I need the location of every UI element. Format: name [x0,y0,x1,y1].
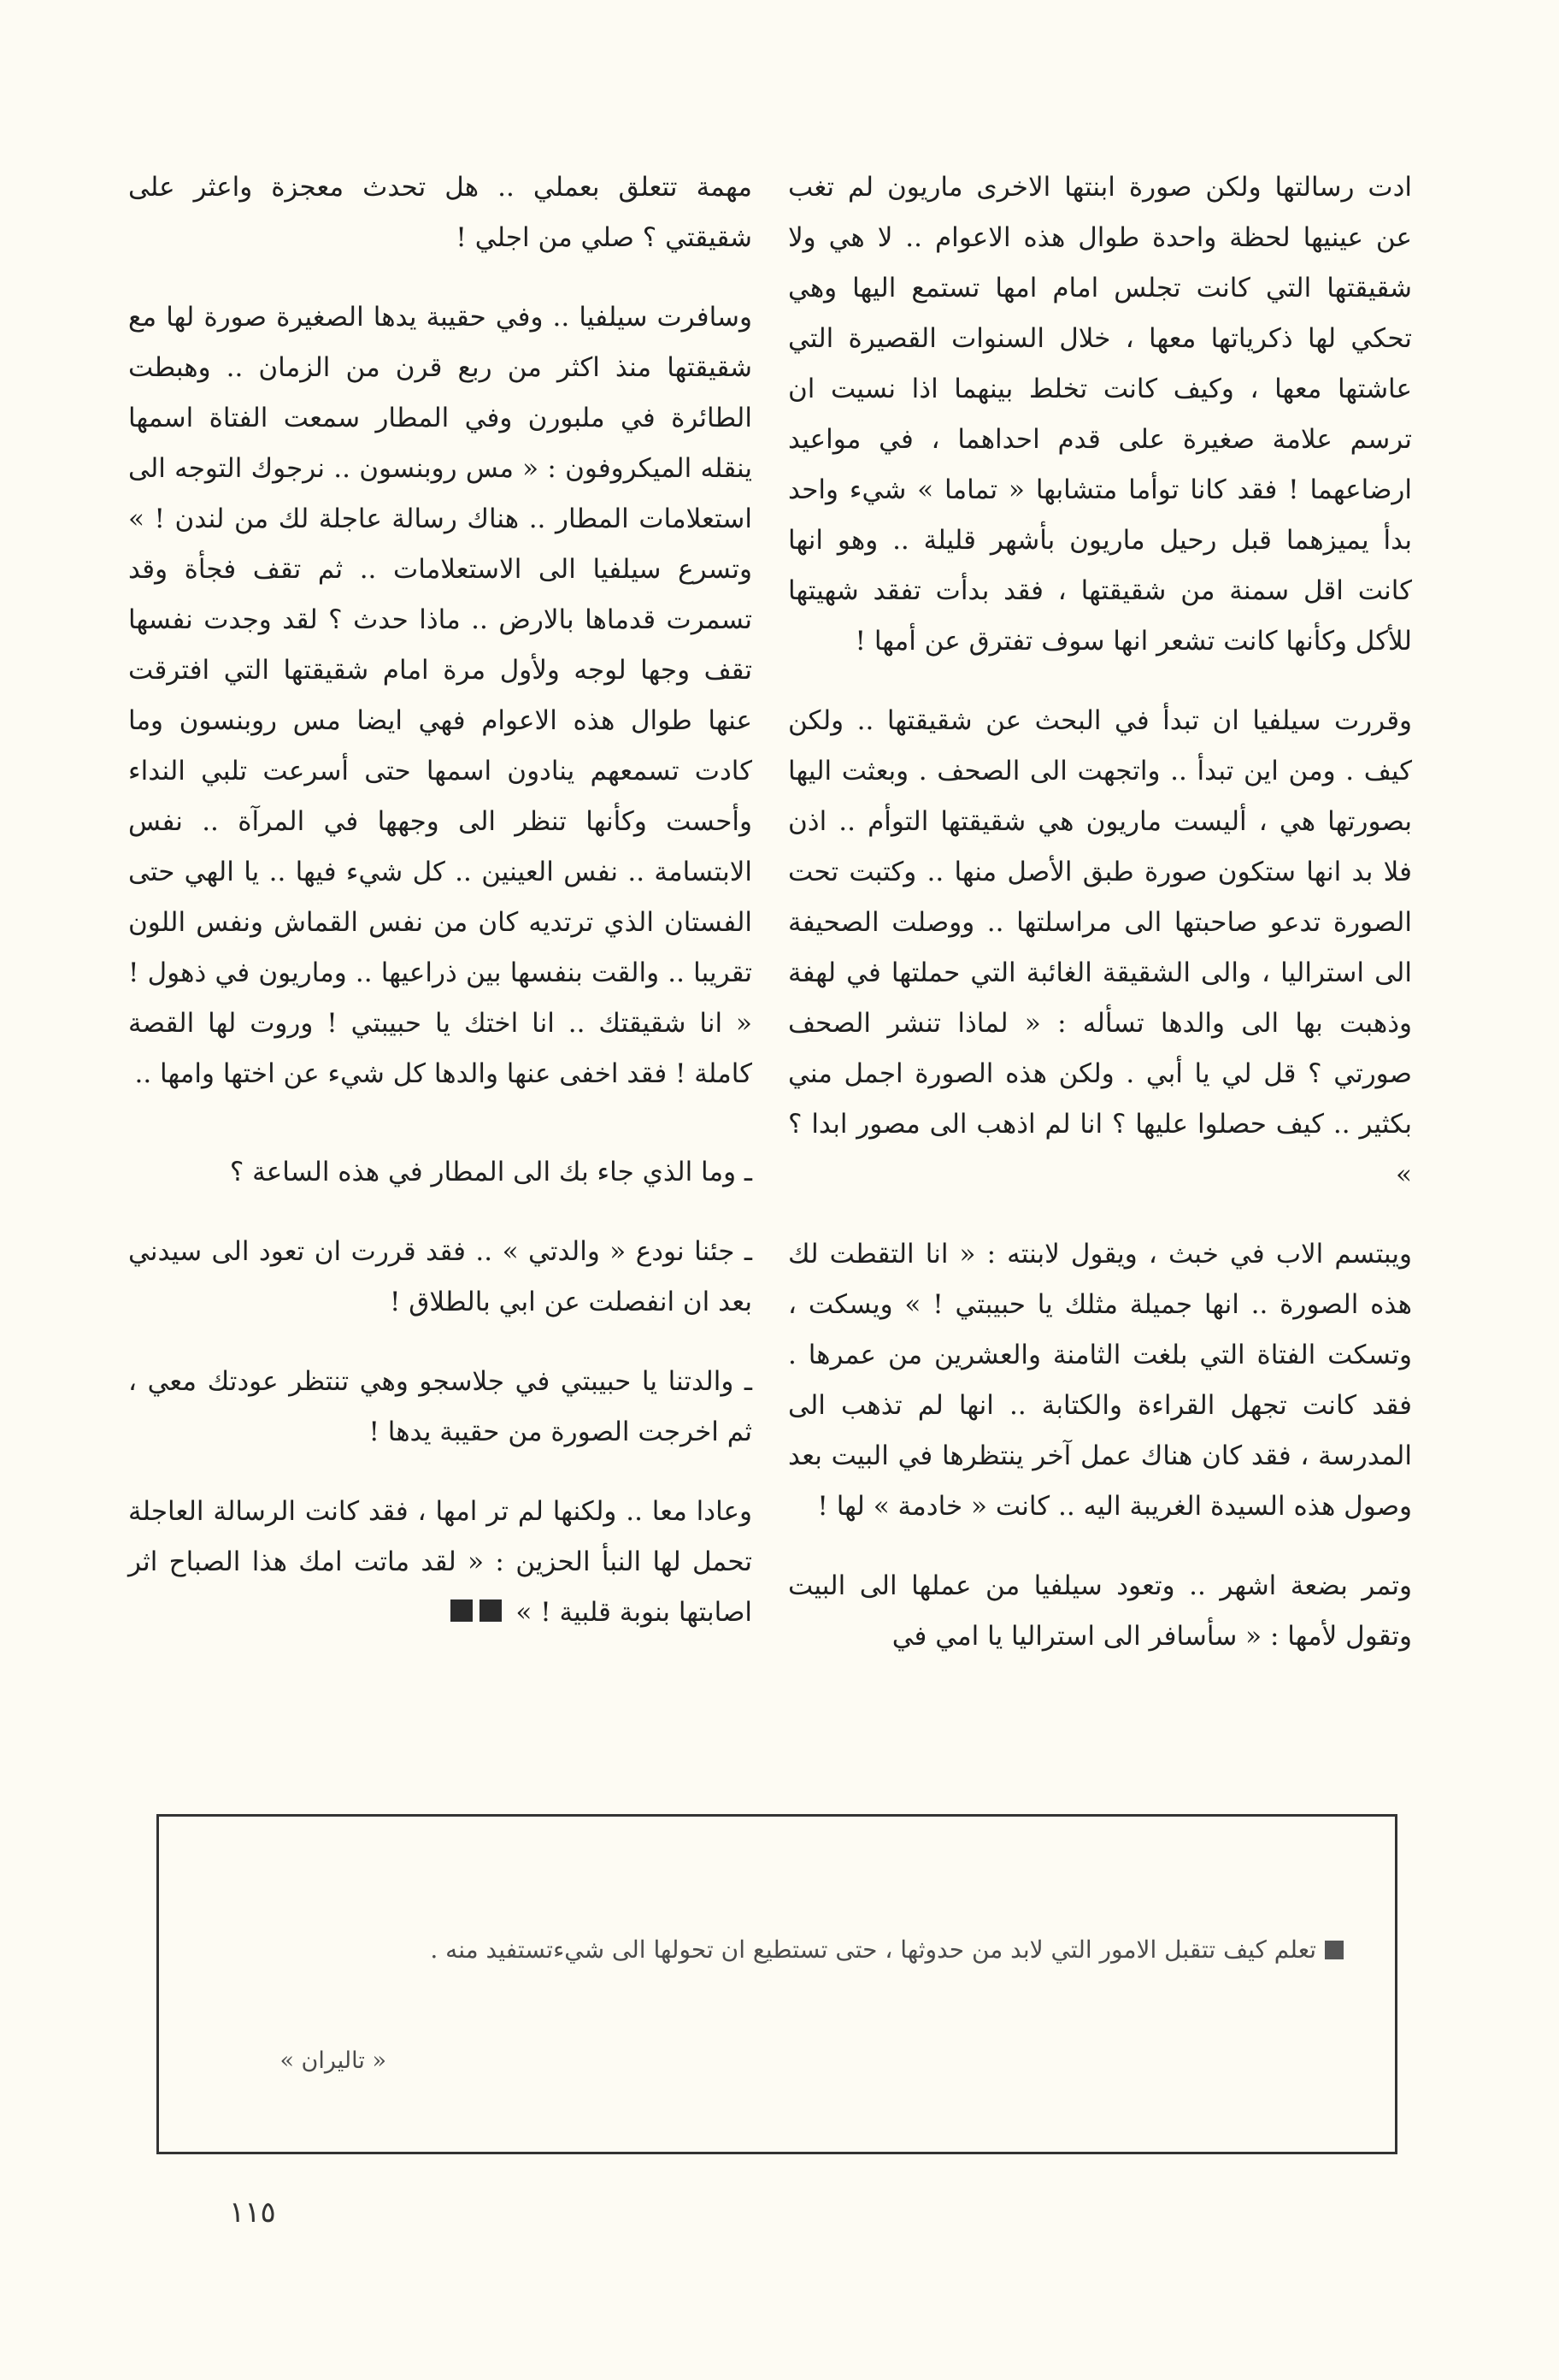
square-bullet-icon [1325,1941,1344,1959]
quote-box [156,1814,1397,2154]
closing-paragraph-text: وعادا معا .. ولكنها لم تر امها ، فقد كانت الرسالة العاجلة تحمل لها النبأ الحزين : « لقد ماتت امك هذا الصباح اثر اصابتها بنوبة قلبية ! » [128,1496,752,1628]
end-of-article-mark-icon [444,1588,502,1639]
paragraph: ادت رسالتها ولكن صورة ابنتها الاخرى ماريون لم تغب عن عينيها لحظة واحدة طوال هذه الاعوام .. لا هي ولا شقيقتها التي كانت تجلس امام امها تستمع اليها وهي تحكي لها ذكرياتها معها ، خلال السنوات القصيرة التي عاشتها معها ، وكيف كانت تخلط بينهما اذا نسيت ان ترسم علامة صغيرة على قدم احداهما ، في مواعيد ارضاعهما ! فقد كانا توأما متشابها « تماما » شيء واحد بدأ يميزهما قبل رحيل ماريون بأشهر قليلة .. وهو انها كانت اقل سمنة من شقيقتها ، فقد بدأت تفقد شهيتها للأكل وكأنها كانت تشعر انها سوف تفترق عن أمها ! [788,172,1412,657]
paragraph: مهمة تتعلق بعملي .. هل تحدث معجزة واعثر على شقيقتي ؟ صلي من اجلي ! [128,172,752,253]
quote-text [361,1926,1344,1974]
quote-author: « تاليران » [279,2047,386,2074]
dialogue-line: ـ والدتنا يا حبيبتي في جلاسجو وهي تنتظر عودتك معي ، ثم اخرجت الصورة من حقيبة يدها ! [128,1366,752,1447]
page-number: ١١٥ [229,2195,276,2230]
paragraph: ويبتسم الاب في خبث ، ويقول لابنته : « انا التقطت لك هذه الصورة .. انها جميلة مثلك يا حبيبتي ! » ويسكت ، وتسكت الفتاة التي بلغت الثامنة والعشرين من عمرها . فقد كانت تجهل القراءة والكتابة .. انها لم تذهب الى المدرسة ، فقد كان هناك عمل آخر ينتظرها في البيت بعد وصول هذه السيدة الغريبة اليه .. كانت « خادمة » لها ! [788,1239,1412,1522]
paragraph: وتمر بضعة اشهر .. وتعود سيلفيا من عملها الى البيت وتقول لأمها : « سأسافر الى استراليا يا امي في [788,1570,1412,1652]
paragraph: وقررت سيلفيا ان تبدأ في البحث عن شقيقتها .. ولكن كيف . ومن اين تبدأ .. واتجهت الى الصحف . وبعثت اليها بصورتها هي ، أليست ماريون هي شقيقتها التوأم .. اذن فلا بد انها ستكون صورة طبق الأصل منها .. وكتبت تحت الصورة تدعو صاحبتها الى مراسلتها .. ووصلت الصحيفة الى استراليا ، والى الشقيقة الغائبة التي حملتها في لهفة وذهبت بها الى والدها تسأله : « لماذا تنشر الصحف صورتي ؟ قل لي يا أبي . ولكن هذه الصورة اجمل مني بكثير .. كيف حصلوا عليها ؟ انا لم اذهب الى مصور ابدا ؟ » [788,705,1412,1190]
dialogue-line: ـ جئنا نودع « والدتي » .. فقد قررت ان تعود الى سيدني بعد ان انفصلت عن ابي بالطلاق ! [128,1236,752,1317]
dialogue-line: ـ وما الذي جاء بك الى المطار في هذه الساعة ؟ [229,1157,752,1187]
paragraph [128,1487,752,1639]
article-column-left [128,162,752,1668]
article-column-right [788,162,1412,1691]
quote-body: تعلم كيف تتقبل الامور التي لابد من حدوثها ، حتى تستطيع ان تحولها الى شيءتستفيد منه . [430,1935,1316,1964]
paragraph: وسافرت سيلفيا .. وفي حقيبة يدها الصغيرة صورة لها مع شقيقتها منذ اكثر من ربع قرن من الزمان .. وهبطت الطائرة في ملبورن وفي المطار سمعت الفتاة اسمها ينقله الميكروفون : « مس روبنسون .. نرجوك التوجه الى استعلامات المطار .. هناك رسالة عاجلة لك من لندن ! » وتسرع سيلفيا الى الاستعلامات .. ثم تقف فجأة وقد تسمرت قدماها بالارض .. ماذا حدث ؟ لقد وجدت نفسها تقف وجها لوجه ولأول مرة امام شقيقتها التي افترقت عنها طوال هذه الاعوام فهي ايضا مس روبنسون وما كادت تسمعهم ينادون اسمها حتى أسرعت تلبي النداء وأحست وكأنها تنظر الى وجهها في المرآة .. نفس الابتسامة .. نفس العينين .. كل شيء فيها .. يا الهي حتى الفستان الذي ترتديه كان من نفس القماش ونفس اللون تقريبا .. والقت بنفسها بين ذراعيها .. وماريون في ذهول ! « انا شقيقتك .. انا اختك يا حبيبتي ! وروت لها القصة كاملة ! فقد اخفى عنها والدها كل شيء عن اختها وامها .. [128,302,752,1089]
